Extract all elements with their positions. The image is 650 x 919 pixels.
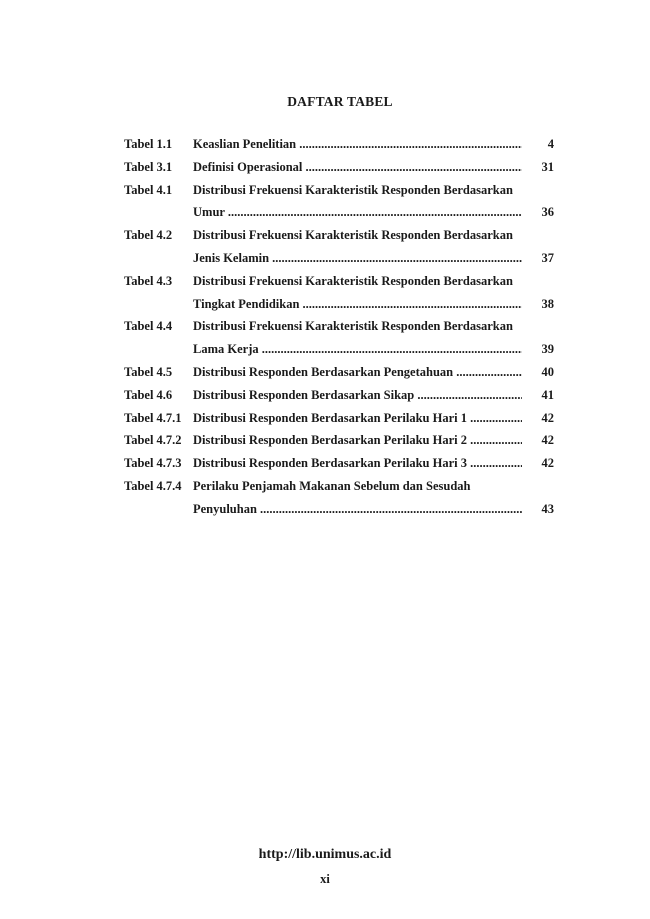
page-reference: 38: [541, 296, 554, 311]
table-number: Tabel 4.6: [124, 387, 173, 402]
table-caption: [193, 411, 522, 426]
toc-entry-continuation: [124, 342, 554, 365]
toc-entry-continuation: [124, 502, 554, 525]
page-reference: 41: [541, 387, 554, 402]
table-caption: [193, 456, 522, 471]
toc-entry: [124, 183, 554, 206]
table-number: Tabel 4.7.4: [124, 478, 182, 493]
table-caption: [193, 502, 522, 517]
page-reference: 37: [541, 250, 554, 265]
table-number: Tabel 4.7.3: [124, 456, 182, 471]
table-caption-text: Distribusi Responden Berdasarkan Perilaku Hari 2 .....: [193, 433, 522, 447]
table-caption-text: Distribusi Responden Berdasarkan Sikap .....: [193, 388, 522, 402]
table-number: Tabel 1.1: [124, 137, 173, 151]
table-caption-text: Distribusi Responden Berdasarkan Pengetahuan .....: [193, 365, 522, 379]
table-caption-text: Keaslian Penelitian .....: [193, 137, 522, 151]
toc-entry: [124, 274, 554, 297]
footer-url-link[interactable]: http://lib.unimus.ac.id: [258, 847, 392, 862]
table-number: Tabel 4.5: [124, 364, 173, 379]
table-number: Tabel 3.1: [124, 159, 173, 174]
toc-entry: [124, 456, 554, 479]
table-caption-text: Tingkat Pendidikan .....: [193, 297, 522, 311]
table-caption-text: Distribusi Frekuensi Karakteristik Responden Berdasarkan: [193, 182, 513, 197]
page-reference: 43: [541, 501, 554, 516]
toc-entry: [124, 137, 554, 160]
table-caption-text: Penyuluhan .....: [193, 502, 522, 516]
toc-entry-continuation: [124, 251, 554, 274]
page-reference: 39: [541, 342, 554, 357]
table-caption: [193, 342, 522, 357]
page-number: xi: [320, 872, 330, 886]
table-number: Tabel 4.3: [124, 273, 173, 288]
table-caption: [193, 365, 522, 380]
toc-entry: [124, 388, 554, 411]
toc-entry: [124, 160, 554, 183]
toc-entry: [124, 228, 554, 251]
page-reference: 40: [541, 364, 554, 379]
table-caption-text: Distribusi Frekuensi Karakteristik Responden Berdasarkan: [193, 273, 513, 288]
page-title: DAFTAR TABEL: [287, 94, 393, 109]
table-number: Tabel 4.7.1: [124, 410, 182, 425]
toc-entry-continuation: [124, 297, 554, 320]
table-caption-text: Lama Kerja .....: [193, 342, 522, 356]
table-caption: [193, 251, 522, 266]
toc-entry: [124, 433, 554, 456]
table-caption: [193, 297, 522, 312]
table-caption-text: Distribusi Frekuensi Karakteristik Responden Berdasarkan: [193, 319, 513, 334]
table-caption-text: Distribusi Frekuensi Karakteristik Responden Berdasarkan: [193, 228, 513, 243]
page-reference: 31: [541, 159, 554, 174]
table-caption-text: Distribusi Responden Berdasarkan Perilaku Hari 1 .....: [193, 411, 522, 425]
table-of-tables: [124, 137, 554, 525]
table-caption: [193, 205, 522, 220]
toc-entry: [124, 319, 554, 342]
toc-entry: [124, 479, 554, 502]
table-number: Tabel 4.4: [124, 319, 173, 334]
page-reference: 4: [547, 137, 554, 151]
table-caption-text: Umur .....: [193, 205, 522, 219]
table-caption: [193, 388, 522, 403]
toc-entry: [124, 365, 554, 388]
table-caption: [193, 137, 522, 152]
table-caption-text: Distribusi Responden Berdasarkan Perilaku Hari 3 .....: [193, 456, 522, 470]
table-caption: [193, 433, 522, 448]
table-caption-text: Definisi Operasional .....: [193, 160, 522, 174]
table-caption-text: Jenis Kelamin .....: [193, 251, 522, 265]
toc-entry-continuation: [124, 205, 554, 228]
table-caption: [193, 160, 522, 175]
toc-entry: [124, 411, 554, 434]
table-number: Tabel 4.7.2: [124, 433, 182, 448]
table-number: Tabel 4.2: [124, 228, 173, 243]
page-reference: 42: [541, 456, 554, 471]
page-reference: 36: [541, 205, 554, 220]
page-reference: 42: [541, 433, 554, 448]
table-number: Tabel 4.1: [124, 182, 173, 197]
table-caption-text: Perilaku Penjamah Makanan Sebelum dan Sesudah: [193, 478, 471, 493]
page-reference: 42: [541, 410, 554, 425]
